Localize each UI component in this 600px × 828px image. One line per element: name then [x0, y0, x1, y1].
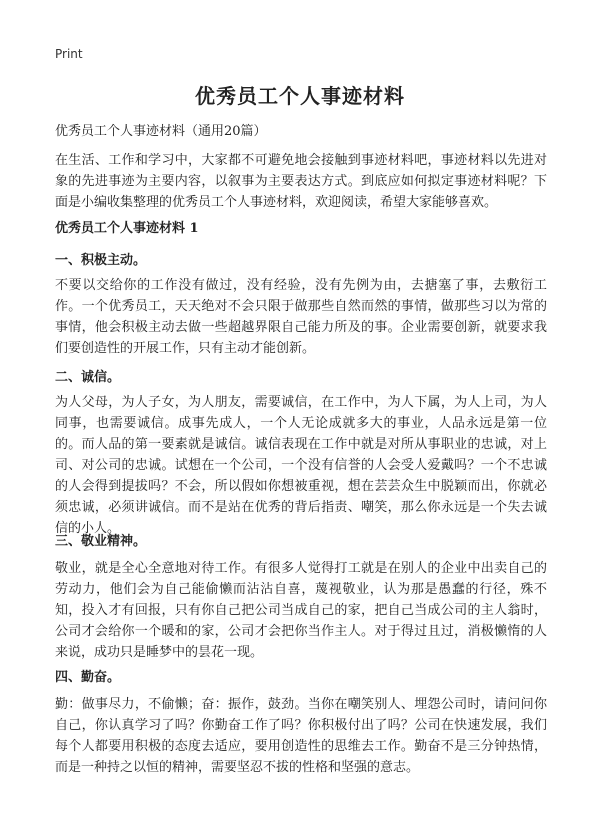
print-link[interactable]: Print — [55, 47, 83, 61]
article-heading: 优秀员工个人事迹材料 1 — [55, 221, 199, 236]
section-body-1: 不要以交给你的工作没有做过，没有经验，没有先例为由，去搪塞了事，去敷衍工作。一个优秀员工，天天绝对不会只限于做那些自然而然的事情，做那些习以为常的事情，他会积极主动去做一些超越界限自己能力所及的事。企业需要创新，就要求我们要创造性的开展工作，只有主动才能创新。 — [55, 278, 547, 356]
section-heading-4: 四、勤奋。 — [55, 670, 121, 685]
section-heading-3: 三、敬业精神。 — [55, 534, 147, 549]
page-title: 优秀员工个人事迹材料 — [195, 84, 405, 108]
intro-paragraph: 在生活、工作和学习中，大家都不可避免地会接触到事迹材料吧，事迹材料以先进对象的先进事迹为主要内容，以叙事为主要表达方式。到底应如何拟定事迹材料呢？下面是小编收集整理的优秀员工个人事迹材料，欢迎阅读，希望大家能够喜欢。 — [55, 153, 547, 210]
section-body-2: 为人父母，为人子女，为人朋友，需要诚信，在工作中，为人下属，为人上司，为人同事，也需要诚信。成事先成人，一个人无论成就多大的事业，人品永远是第一位的。而人品的第一要素就是诚信。诚信表现在工作中就是对所从事职业的忠诚，对上司、对公司的忠诚。试想在一个公司，一个没有信誉的人会受人爱戴吗？一个不忠诚的人会得到提拔吗？不会，所以假如你想被重视，想在芸芸众生中脱颖而出，你就必须忠诚，必须讲诚信。而不是站在优秀的背后指责、嘲笑，那么你永远是一个失去诚信的小人。 — [55, 395, 547, 536]
section-body-3: 敬业，就是全心全意地对待工作。有很多人觉得打工就是在别人的企业中出卖自己的劳动力，他们会为自己能偷懒而沾沾自喜，蔑视敬业，认为那是愚蠢的行径，殊不知，投入才有回报，只有你自己把公司当成自己的家，把自己当成公司的主人翁时，公司才会给你一个暖和的家，公司才会把你当作主人。对于得过且过，消极懒惰的人来说，成功只是睡梦中的昙花一现。 — [55, 561, 547, 660]
document-subtitle: 优秀员工个人事迹材料（通用20篇） — [55, 124, 267, 139]
section-body-4: 勤：做事尽力，不偷懒；奋：振作，鼓劲。当你在嘲笑别人、埋怨公司时，请问问你自己，你认真学习了吗？你勤奋工作了吗？你积极付出了吗？公司在快速发展，我们每个人都要用积极的态度去适应，要用创造性的思维去工作。勤奋不是三分钟热情，而是一种持之以恒的精神，需要坚忍不拔的性格和坚强的意志。 — [55, 697, 547, 775]
section-heading-2: 二、诚信。 — [55, 370, 121, 385]
section-heading-1: 一、积极主动。 — [55, 253, 147, 268]
